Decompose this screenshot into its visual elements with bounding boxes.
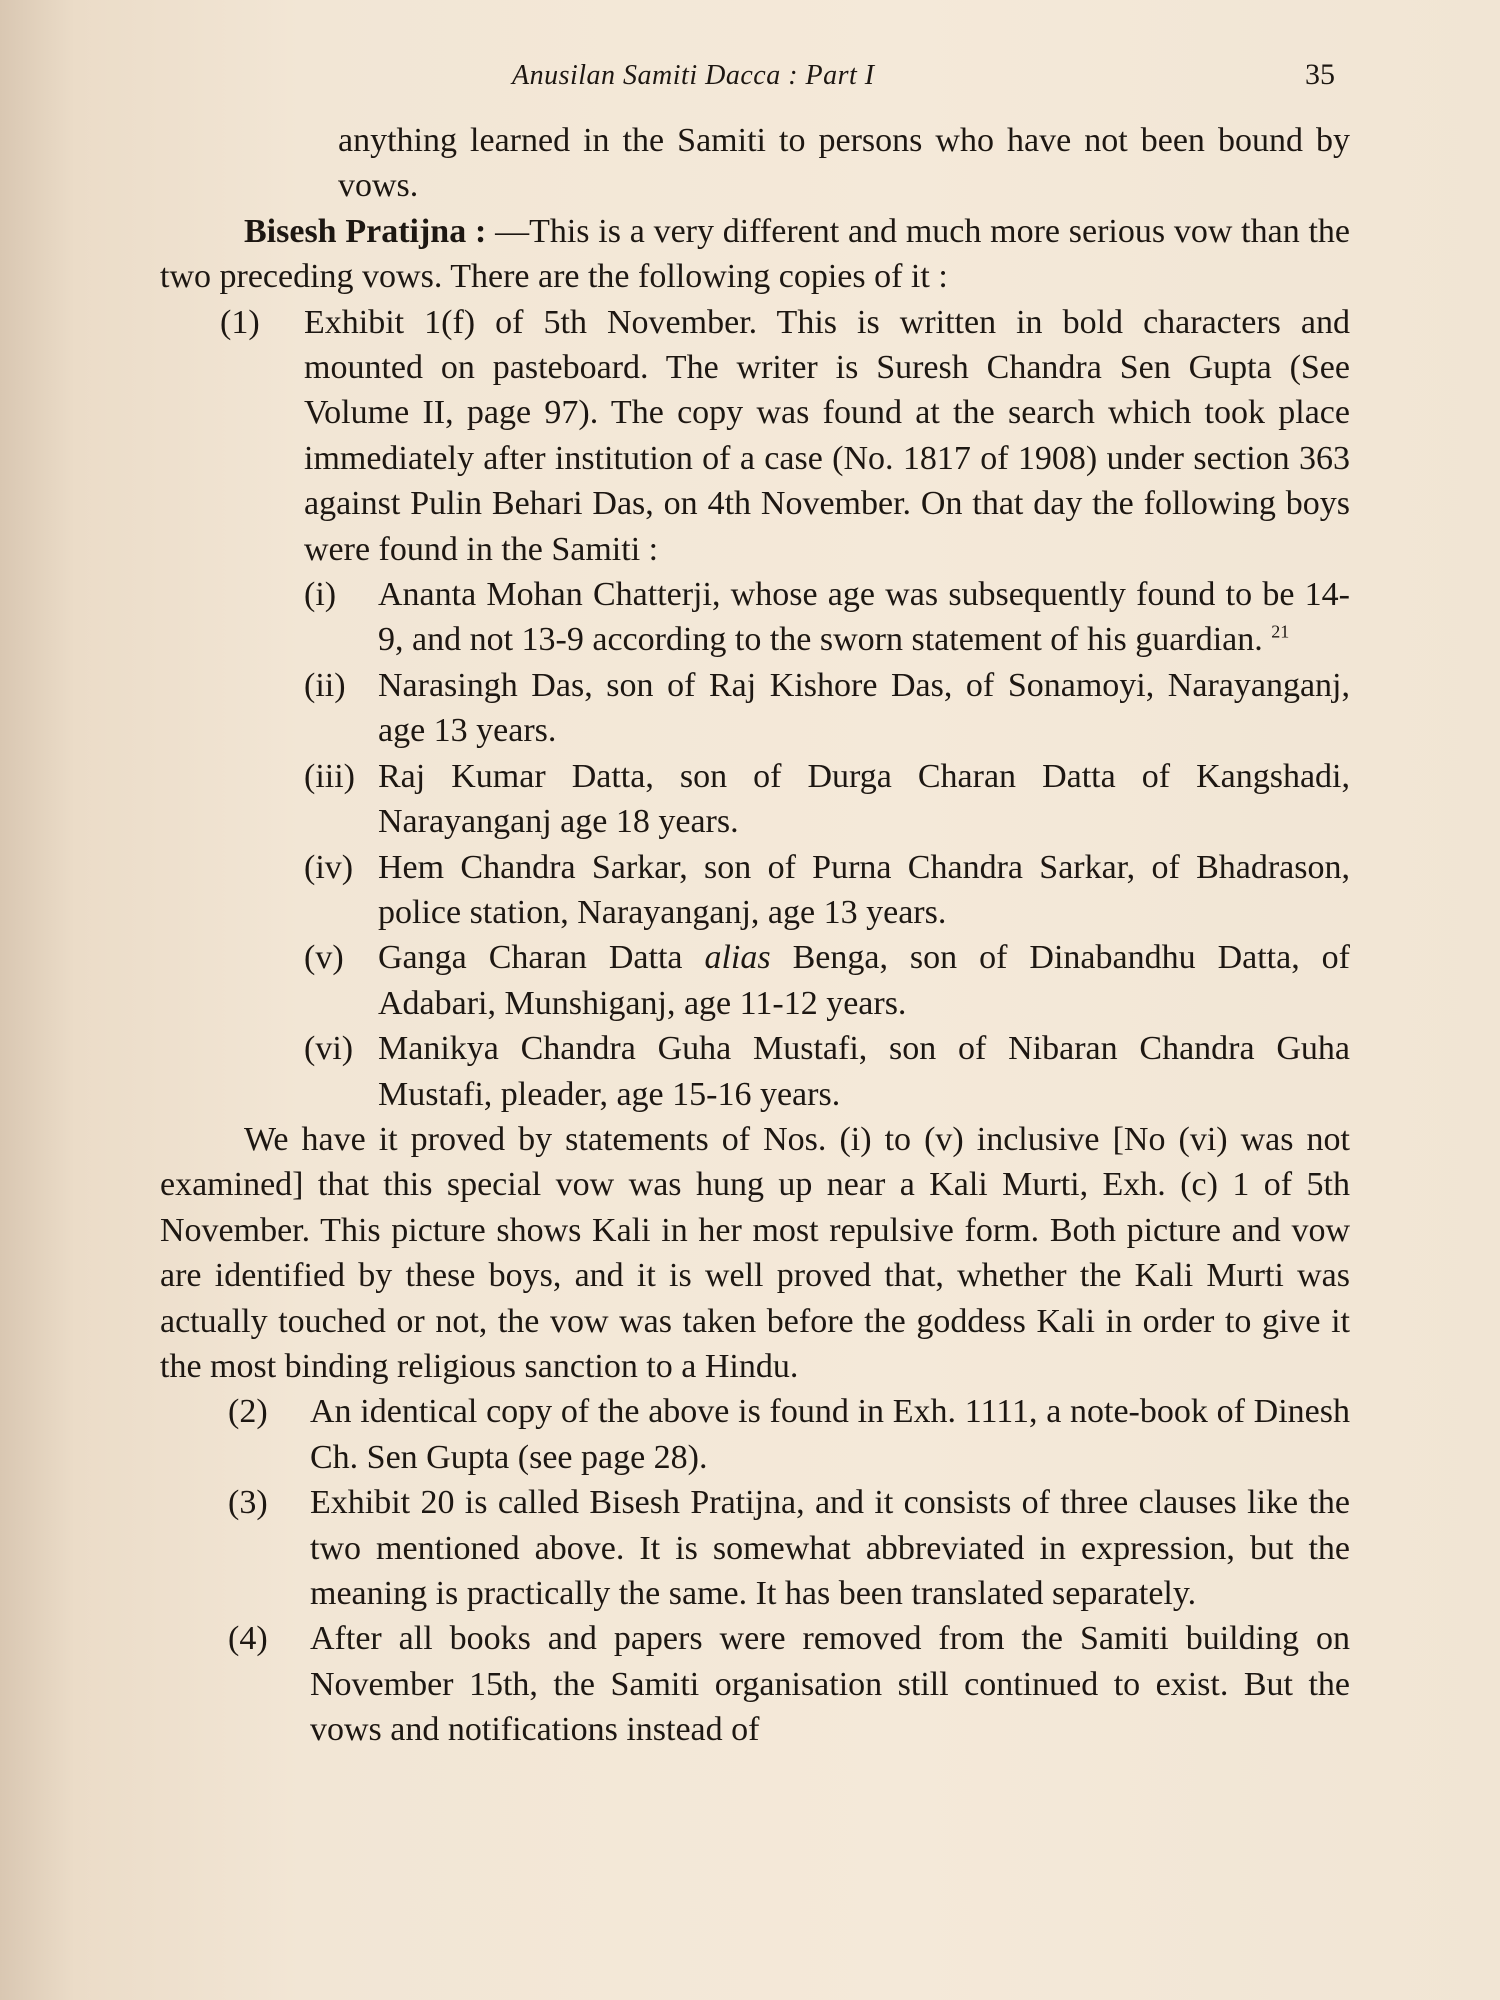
item-text: Exhibit 1(f) of 5th November. This is written in bold characters and mounted on pasteboard. The writer is Suresh Chandra Sen Gupta (See Volume II, page 97). The copy was found at the search which took place immediately after institution of a case (No. 1817 of 1908) under section 363 against Pulin Behari Das, on 4th November. On that day the following boys were found in the Samiti : bbox=[304, 303, 1350, 568]
boy-number: (iv) bbox=[304, 848, 354, 886]
boy-text: Raj Kumar Datta, son of Durga Charan Datta of Kangshadi, Narayanganj age 18 years. bbox=[378, 757, 1350, 841]
page-header bbox=[0, 56, 1500, 96]
boy-number: (vi) bbox=[304, 1030, 354, 1068]
boy-item-iii bbox=[160, 754, 1350, 845]
running-title: Anusilan Samiti Dacca : Part I bbox=[512, 60, 875, 91]
boy-text: Hem Chandra Sarkar, son of Purna Chandra Sarkar, of Bhadrason, police station, Narayanganj, age 13 years. bbox=[378, 848, 1350, 931]
proof-paragraph: We have it proved by statements of Nos. (i) to (v) inclusive [No (vi) was not examined] that this special vow was hung up near a Kali Murti, Exh. (c) 1 of 5th November. This picture shows Kali in her most repulsive form. Both picture and vow are identified by these boys, and it is well proved that, whether the Kali Murti was actually touched or not, the vow was taken before the goddess Kali in order to give it the most binding religious sanction to a Hindu. bbox=[160, 1120, 1350, 1385]
item-text: An identical copy of the above is found in Exh. 1111, a note-book of Dinesh Ch. Sen Gupta (see page 28). bbox=[310, 1393, 1350, 1476]
item-number: (3) bbox=[228, 1484, 268, 1522]
boy-item-v bbox=[160, 935, 1350, 1026]
bisesh-paragraph bbox=[160, 209, 1350, 300]
item-text: After all books and papers were removed from the Samiti building on November 15th, the Samiti organisation still continued to exist. But the vows and notifications instead of bbox=[310, 1620, 1350, 1749]
boy-number: (i) bbox=[304, 576, 337, 614]
item-number: (2) bbox=[228, 1393, 268, 1431]
page-body bbox=[160, 118, 1350, 1753]
boy-text-italic: alias bbox=[704, 939, 771, 977]
list-item-2 bbox=[160, 1389, 1350, 1480]
boy-number: (v) bbox=[304, 939, 344, 977]
boy-text-a: Ganga Charan Datta bbox=[378, 939, 705, 977]
item-number: (1) bbox=[220, 303, 260, 341]
list-item-1 bbox=[160, 300, 1350, 572]
item-number: (4) bbox=[228, 1620, 268, 1658]
boy-number: (iii) bbox=[304, 757, 355, 795]
boy-text: Narasingh Das, son of Raj Kishore Das, of Sonamoyi, Narayanganj, age 13 years. bbox=[378, 666, 1350, 750]
boy-item-i bbox=[160, 572, 1350, 663]
boy-text: Manikya Chandra Guha Mustafi, son of Nibaran Chandra Guha Mustafi, pleader, age 15-16 years. bbox=[378, 1030, 1350, 1113]
bisesh-heading: Bisesh Pratijna : bbox=[244, 212, 487, 250]
item-text: Exhibit 20 is called Bisesh Pratijna, and it consists of three clauses like the two mentioned above. It is somewhat abbreviated in expression, but the meaning is practically the same. It has been translated separately. bbox=[310, 1484, 1350, 1612]
boy-item-iv bbox=[160, 845, 1350, 936]
list-item-3 bbox=[160, 1480, 1350, 1616]
boy-text: Ananta Mohan Chatterji, whose age was subsequently found to be 14-9, and not 13-9 according to the sworn statement of his guardian. bbox=[378, 576, 1350, 659]
boy-text-b: Benga, son of Dinabandhu Datta, of Adabari, Munshiganj, age 11-12 years. bbox=[378, 939, 1351, 1022]
footnote-ref: 21 bbox=[1271, 622, 1290, 643]
boy-number: (ii) bbox=[304, 666, 346, 704]
boy-item-ii bbox=[160, 663, 1350, 754]
opening-paragraph: anything learned in the Samiti to persons who have not been bound by vows. bbox=[338, 122, 1350, 205]
page-number: 35 bbox=[1305, 58, 1335, 91]
boy-item-vi bbox=[160, 1026, 1350, 1117]
list-item-4 bbox=[160, 1616, 1350, 1752]
bisesh-text: —This is a very different and much more serious vow than the two preceding vows. There are the following copies of it : bbox=[160, 212, 1350, 296]
